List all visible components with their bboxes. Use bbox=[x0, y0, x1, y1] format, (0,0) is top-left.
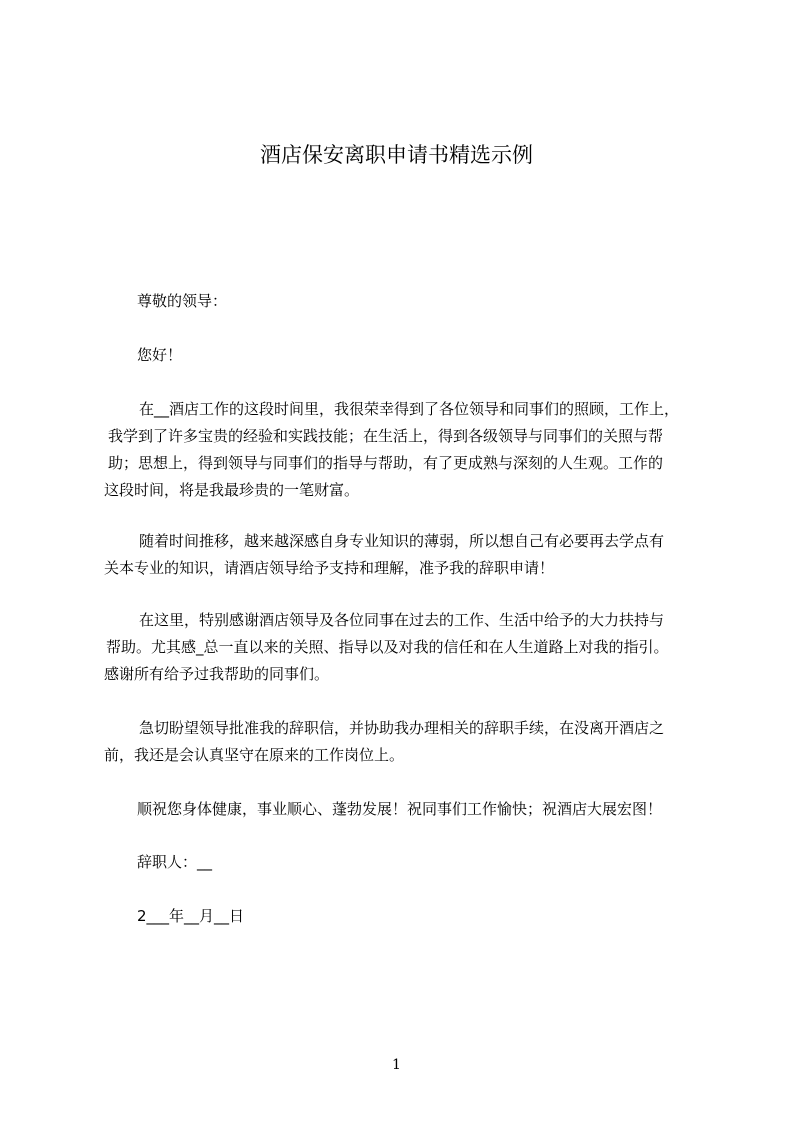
paragraph-4-line-2: 前，我还是会认真坚守在原来的工作岗位上。 bbox=[104, 746, 405, 764]
page-number: 1 bbox=[392, 1057, 401, 1073]
paragraph-3-line-2: 帮助。尤其感_总一直以来的关照、指导以及对我的信任和在人生道路上对我的指引。 bbox=[106, 638, 669, 656]
paragraph-4-line-1: 急切盼望领导批准我的辞职信，并协助我办理相关的辞职手续，在没离开酒店之 bbox=[139, 719, 665, 737]
date-line: 2___年__月__日 bbox=[137, 907, 245, 925]
salutation: 尊敬的领导： bbox=[137, 292, 228, 310]
paragraph-3-line-3: 感谢所有给予过我帮助的同事们。 bbox=[104, 665, 330, 683]
paragraph-2-line-1: 随着时间推移，越来越深感自身专业知识的薄弱，所以想自己有必要再去学点有 bbox=[139, 532, 665, 550]
paragraph-1-line-1: 在__酒店工作的这段时间里，我很荣幸得到了各位领导和同事们的照顾，工作上， bbox=[139, 400, 680, 418]
paragraph-1-line-2: 我学到了许多宝贵的经验和实践技能；在生活上，得到各级领导与同事们的关照与帮 bbox=[108, 427, 664, 445]
document-title: 酒店保安离职申请书精选示例 bbox=[260, 143, 533, 167]
paragraph-1-line-4: 这段时间，将是我最珍贵的一笔财富。 bbox=[104, 481, 360, 499]
closing-wishes: 顺祝您身体健康，事业顺心、蓬勃发展！祝同事们工作愉快；祝酒店大展宏图！ bbox=[137, 800, 663, 818]
greeting: 您好！ bbox=[137, 346, 183, 364]
paragraph-1-line-3: 助；思想上，得到领导与同事们的指导与帮助，有了更成熟与深刻的人生观。工作的 bbox=[108, 454, 664, 472]
paragraph-2-line-2: 关本专业的知识，请酒店领导给予支持和理解，准予我的辞职申请！ bbox=[104, 559, 555, 577]
paragraph-3-line-1: 在这里，特别感谢酒店领导及各位同事在过去的工作、生活中给予的大力扶持与 bbox=[139, 611, 665, 629]
signature-line: 辞职人：__ bbox=[137, 853, 213, 871]
